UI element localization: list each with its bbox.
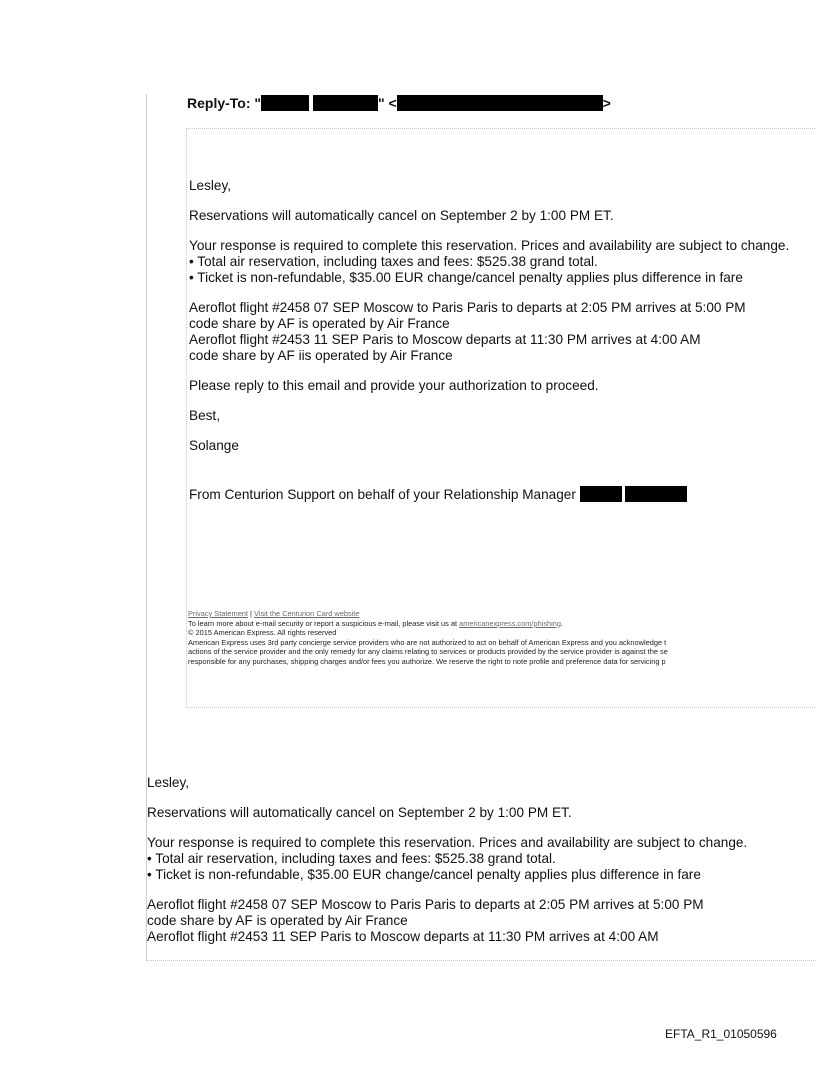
- reply-to-label: Reply-To: ": [187, 95, 262, 111]
- page-id: EFTA_R1_01050596: [665, 1027, 777, 1041]
- closing: Best,: [189, 408, 220, 423]
- flight-1-codeshare: code share by AF is operated by Air France: [147, 913, 408, 928]
- bottom-divider: [146, 960, 816, 961]
- greeting: Lesley,: [189, 178, 232, 193]
- flight-2: Aeroflot flight #2453 11 SEP Paris to Moscow departs at 11:30 PM arrives at 4:00 AM: [147, 929, 659, 944]
- from-line: [189, 486, 789, 503]
- privacy-statement-link[interactable]: Privacy Statement: [188, 609, 248, 618]
- legal-line: responsible for any purchases, shipping charges and/or fees you authorize. We reserve the right to note profile and preference data for servicing p: [188, 656, 666, 666]
- redacted-email: [397, 95, 603, 111]
- legal-line: actions of the service provider and the only remedy for any claims relating to services or products provided by the service provider is against the se: [188, 647, 668, 657]
- redacted-block: [580, 486, 622, 502]
- reply-to-end: >: [602, 95, 611, 111]
- copyright: © 2015 American Express. All rights reserved: [188, 628, 337, 638]
- signature: Solange: [189, 438, 239, 453]
- reply-to-line: [187, 95, 611, 111]
- security-text: To learn more about e-mail security or report a suspicious e-mail, please visit us at: [188, 618, 460, 628]
- bullet-ticket: • Ticket is non-refundable, $35.00 EUR change/cancel penalty applies plus difference in fare: [189, 270, 743, 285]
- response-required: Your response is required to complete this reservation. Prices and availability are subject to change.: [147, 835, 748, 850]
- legal-line: American Express uses 3rd party concierge service providers who are not authorized to act on behalf of American Express and you acknowledge t: [188, 637, 667, 647]
- greeting: Lesley,: [147, 775, 190, 790]
- from-line-text: From Centurion Support on behalf of your Relationship Manager: [189, 487, 576, 502]
- flight-1: Aeroflot flight #2458 07 SEP Moscow to Paris Paris to departs at 2:05 PM arrives at 5:00 PM: [189, 300, 746, 315]
- redacted-block: [313, 95, 378, 111]
- reply-request: Please reply to this email and provide your authorization to proceed.: [189, 378, 599, 393]
- flight-2: Aeroflot flight #2453 11 SEP Paris to Moscow departs at 11:30 PM arrives at 4:00 AM: [189, 332, 701, 347]
- phishing-link[interactable]: americanexpress.com/phishing: [459, 618, 561, 628]
- flight-1: Aeroflot flight #2458 07 SEP Moscow to Paris Paris to departs at 2:05 PM arrives at 5:00 PM: [147, 897, 704, 912]
- outer-message-body: [147, 775, 747, 945]
- reply-to-mid: " <: [377, 95, 397, 111]
- flight-2-codeshare: code share by AF iis operated by Air France: [189, 348, 453, 363]
- redacted-block: [625, 486, 687, 502]
- bullet-total: • Total air reservation, including taxes and fees: $525.38 grand total.: [147, 851, 556, 866]
- flight-1-codeshare: code share by AF is operated by Air France: [189, 316, 450, 331]
- cancel-notice: Reservations will automatically cancel on September 2 by 1:00 PM ET.: [147, 805, 572, 820]
- bullet-ticket: • Ticket is non-refundable, $35.00 EUR change/cancel penalty applies plus difference in fare: [147, 867, 701, 882]
- redacted-block: [261, 95, 309, 111]
- centurion-website-link[interactable]: Visit the Centurion Card website: [254, 609, 360, 618]
- bullet-total: • Total air reservation, including taxes and fees: $525.38 grand total.: [189, 254, 598, 269]
- quoted-message-body: [189, 178, 789, 503]
- email-footer: Privacy Statement | Visit the Centurion Card website To learn more about e-mail security or report a suspicious e-mail, please visit us at americanexpress.com/phishing. © 2015 American Express. All rights reserved American Express uses 3rd party concierge service providers who are not authorized to act on behalf of American Express and you acknowledge t actions of the service provider and the only remedy for any claims relating to services or products provided by the service provider is against the se responsible for any purchases, shipping charges and/or fees you authorize. We reserve the right to note profile and preference data for servicing p: [188, 609, 668, 666]
- footer-separator: |: [247, 609, 255, 618]
- cancel-notice: Reservations will automatically cancel on September 2 by 1:00 PM ET.: [189, 208, 614, 223]
- response-required: Your response is required to complete this reservation. Prices and availability are subject to change.: [189, 238, 790, 253]
